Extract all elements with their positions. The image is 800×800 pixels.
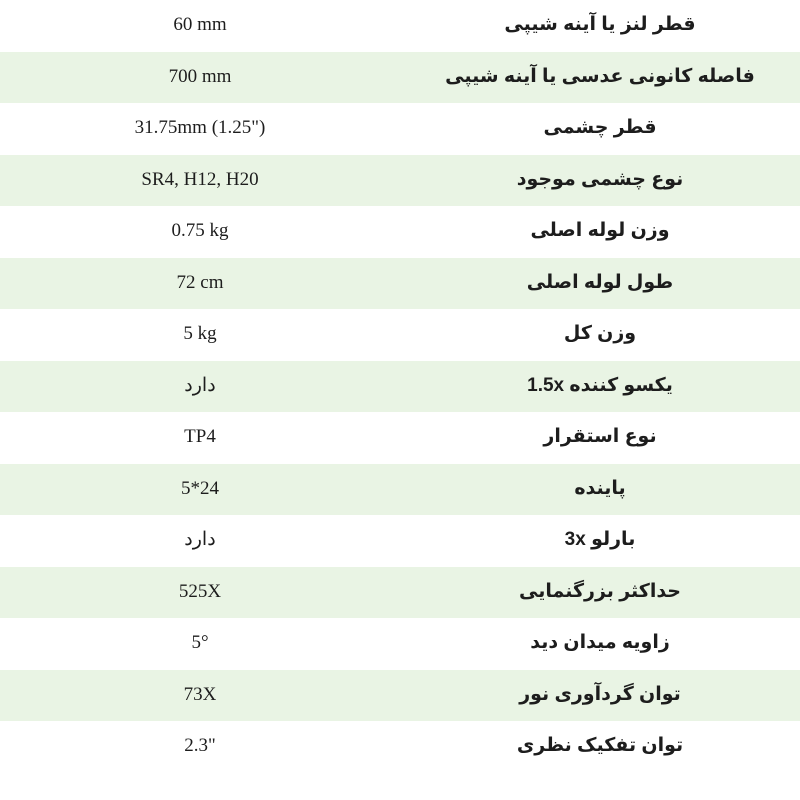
spec-label: حداکثر بزرگنمایی	[518, 580, 681, 602]
table-row	[0, 515, 800, 567]
spec-label: بارلو 3x	[564, 529, 636, 551]
table-row	[0, 258, 800, 310]
spec-value: 73X	[183, 683, 217, 705]
table-row	[0, 206, 800, 258]
spec-value: TP4	[184, 426, 216, 448]
spec-value: 31.75mm (1.25")	[134, 117, 266, 139]
spec-value: 5°	[191, 632, 209, 654]
spec-value: 5 kg	[183, 323, 217, 345]
table-row	[0, 721, 800, 773]
table-row	[0, 52, 800, 104]
spec-value: 0.75 kg	[171, 220, 229, 242]
spec-value: 525X	[178, 580, 222, 602]
spec-value: 5*24	[181, 477, 219, 499]
spec-value: SR4, H12, H20	[141, 168, 259, 190]
spec-label: پاینده	[574, 477, 626, 499]
spec-label: وزن کل	[563, 323, 637, 345]
spec-label: قطر چشمی	[543, 117, 657, 139]
spec-label: یکسو کننده 1.5x	[527, 374, 673, 396]
spec-value: دارد	[184, 374, 216, 396]
table-row	[0, 155, 800, 207]
spec-label: نوع استقرار	[543, 426, 657, 448]
spec-value: 700 mm	[168, 65, 232, 87]
spec-label: توان تفکیک نظری	[516, 735, 684, 757]
spec-value: 2.3"	[184, 735, 216, 757]
table-row	[0, 309, 800, 361]
spec-label: توان گردآوری نور	[519, 683, 681, 705]
spec-label: طول لوله اصلی	[526, 271, 674, 293]
table-row	[0, 567, 800, 619]
spec-label: زاویه میدان دید	[530, 632, 670, 654]
spec-value: 60 mm	[173, 14, 227, 36]
spec-label: فاصله کانونی عدسی یا آینه شیپی	[445, 65, 755, 87]
table-row	[0, 103, 800, 155]
spec-value: 72 cm	[176, 271, 224, 293]
spec-label: قطر لنز یا آینه شیپی	[504, 14, 696, 36]
spec-value: دارد	[184, 529, 216, 551]
spec-label: نوع چشمی موجود	[516, 168, 684, 190]
table-row	[0, 361, 800, 413]
spec-label: وزن لوله اصلی	[530, 220, 670, 242]
table-row	[0, 670, 800, 722]
table-row	[0, 0, 800, 52]
table-row	[0, 618, 800, 670]
table-row	[0, 412, 800, 464]
table-row	[0, 464, 800, 516]
